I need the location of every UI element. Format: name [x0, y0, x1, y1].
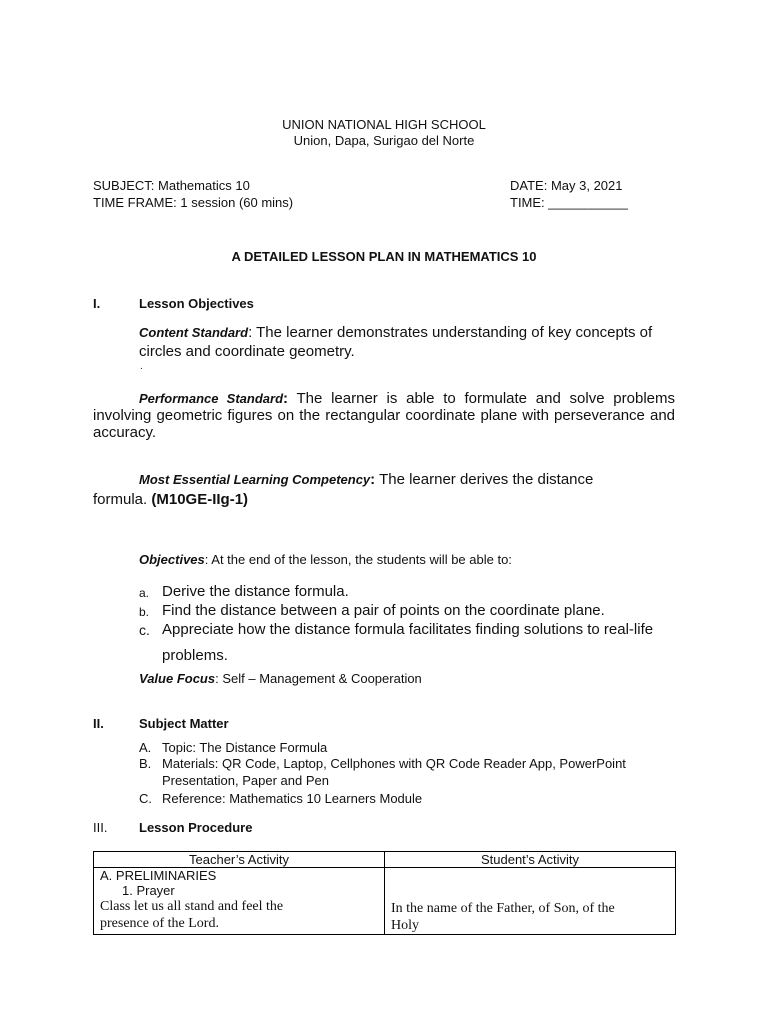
preliminaries-label: A. PRELIMINARIES [100, 868, 217, 883]
melc-text-cont: formula. [93, 491, 148, 508]
procedure-table [93, 851, 676, 935]
time-value: ___________ [548, 195, 628, 210]
date-line [510, 178, 623, 193]
objective-a-marker: a. [139, 586, 150, 600]
performance-standard-label: Performance Standard [139, 391, 284, 406]
section-3-numeral: III. [93, 820, 108, 835]
section-2-heading: Subject Matter [139, 716, 229, 731]
section-1-heading: Lesson Objectives [139, 296, 254, 311]
performance-standard [93, 390, 675, 441]
section-2-numeral: II. [93, 716, 104, 731]
table-row [94, 868, 676, 935]
subject-matter-c-marker: C. [139, 791, 152, 806]
date-label: DATE: [510, 178, 548, 193]
teacher-line-1: Class let us all stand and feel the [100, 899, 284, 914]
objective-c-marker: c. [139, 622, 150, 638]
lesson-plan-title: A DETAILED LESSON PLAN IN MATHEMATICS 10 [231, 249, 537, 264]
objective-c-cont: problems. [162, 647, 228, 664]
melc-label: Most Essential Learning Competency [139, 472, 371, 487]
value-focus-label: Value Focus [139, 671, 216, 686]
objectives-label: Objectives [139, 552, 205, 567]
student-line-1: In the name of the Father, of Son, of the [391, 901, 615, 916]
teacher-activity-header: Teacher’s Activity [94, 852, 385, 868]
timeframe-line [93, 195, 293, 210]
student-line-2: Holy [391, 918, 419, 933]
content-standard [139, 324, 652, 341]
melc-code: (M10GE-IIg-1) [151, 491, 249, 508]
timeframe-label: TIME FRAME: [93, 195, 177, 210]
content-standard-text-cont: circles and coordinate geometry. [139, 343, 355, 360]
subject-matter-b-marker: B. [139, 756, 152, 771]
time-label: TIME: [510, 195, 545, 210]
time-line [510, 195, 628, 210]
melc-cont [93, 491, 248, 508]
subject-label: SUBJECT: [93, 178, 155, 193]
value-focus-text: : Self – Management & Cooperation [215, 671, 422, 686]
melc [139, 471, 593, 488]
subject-matter-topic: Topic: The Distance Formula [162, 740, 328, 755]
stray-dot: . [140, 361, 143, 372]
objectives-intro [139, 552, 512, 567]
content-standard-label: Content Standard [139, 325, 249, 340]
school-name: UNION NATIONAL HIGH SCHOOL [282, 117, 486, 132]
objective-b-marker: b. [139, 605, 150, 619]
melc-colon: : [370, 471, 376, 488]
subject-matter-a-marker: A. [139, 740, 152, 755]
subject-value: Mathematics 10 [158, 178, 250, 193]
prayer-item: 1. Prayer [122, 883, 175, 898]
performance-colon: : [283, 390, 289, 407]
section-1-numeral: I. [93, 296, 101, 311]
performance-standard-text: The learner is able to formulate and solve problems involving geometric figures on the rectangular coordinate plane with perseverance and accuracy. [93, 390, 675, 441]
objectives-intro-text: : At the end of the lesson, the students will be able to: [204, 552, 512, 567]
content-standard-text: : The learner demonstrates understanding of key concepts of [248, 324, 653, 341]
student-activity-header: Student’s Activity [385, 852, 676, 868]
objective-c: Appreciate how the distance formula facilitates finding solutions to real-life [162, 621, 654, 638]
subject-matter-materials: Materials: QR Code, Laptop, Cellphones with QR Code Reader App, PowerPoint [162, 756, 626, 771]
teacher-line-2: presence of the Lord. [100, 916, 219, 931]
school-address: Union, Dapa, Surigao del Norte [293, 133, 475, 148]
student-cell [385, 868, 676, 935]
teacher-cell [94, 868, 385, 935]
objective-b: Find the distance between a pair of points on the coordinate plane. [162, 602, 605, 619]
table-header-row [94, 852, 676, 868]
melc-text: The learner derives the distance [375, 471, 594, 488]
date-value: May 3, 2021 [550, 178, 623, 193]
subject-matter-reference: Reference: Mathematics 10 Learners Module [162, 791, 423, 806]
objective-a: Derive the distance formula. [162, 583, 349, 600]
timeframe-value: 1 session (60 mins) [180, 195, 294, 210]
subject-line [93, 178, 250, 193]
value-focus [139, 671, 422, 686]
section-3-heading: Lesson Procedure [139, 820, 253, 835]
subject-matter-materials-cont: Presentation, Paper and Pen [162, 773, 329, 788]
